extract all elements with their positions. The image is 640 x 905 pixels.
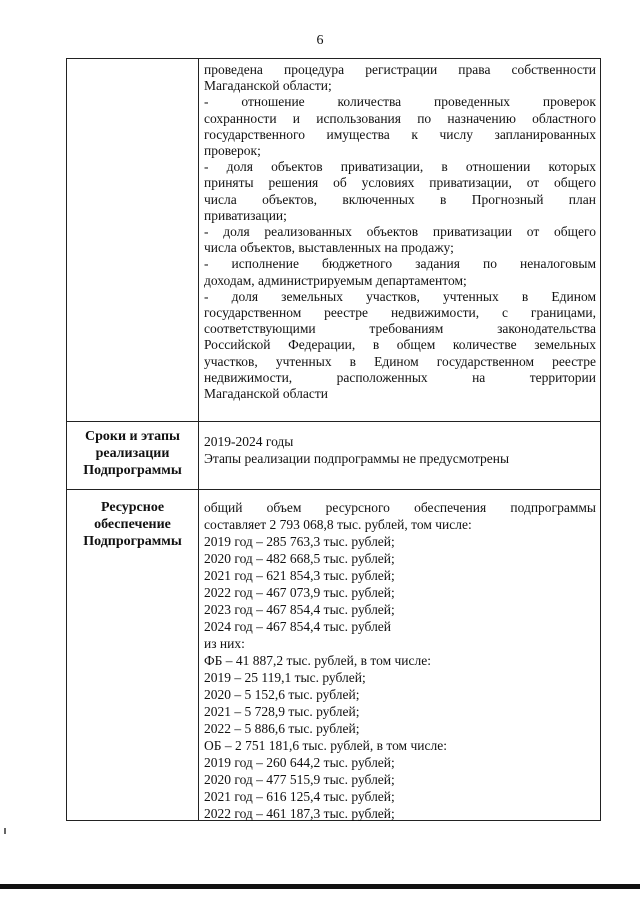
- text-line: недвижимости, расположенных на территории: [204, 369, 596, 385]
- text-line: общий объем ресурсного обеспечения подпрограммы: [204, 500, 596, 515]
- text-line: - доля реализованных объектов приватизации от общего: [204, 224, 596, 240]
- resources-heading-line: обеспечение: [94, 517, 171, 532]
- terms-cell: [204, 433, 596, 467]
- text-line: 2019 – 25 119,1 тыс. рублей;: [204, 670, 366, 685]
- text-line: 2022 – 5 886,6 тыс. рублей;: [204, 721, 360, 736]
- resources-heading-line: Ресурсное: [100, 500, 165, 515]
- terms-heading-line: Подпрограммы: [83, 463, 182, 478]
- terms-heading-line: Сроки и этапы: [84, 429, 180, 444]
- text-line: проверок;: [204, 143, 261, 159]
- text-line: - доля объектов приватизации, в отношении которых: [204, 159, 596, 175]
- text-line: - доля земельных участков, учтенных в Едином: [204, 288, 596, 304]
- text-line: ОБ – 2 751 181,6 тыс. рублей, в том числе:: [204, 738, 447, 753]
- text-line: 2021 год – 621 854,3 тыс. рублей;: [204, 568, 395, 583]
- text-line: 2024 год – 467 854,4 тыс. рублей: [204, 619, 392, 634]
- text-line: 2020 год – 482 668,5 тыс. рублей;: [204, 551, 395, 566]
- terms-heading-line: реализации: [95, 446, 170, 461]
- page-number: 6: [316, 33, 324, 48]
- text-line: - отношение количества проведенных проверок: [204, 94, 596, 110]
- row-divider: [67, 489, 600, 490]
- column-divider: [198, 59, 199, 820]
- text-line: проведена процедура регистрации права собственности: [204, 62, 596, 77]
- text-line: ФБ – 41 887,2 тыс. рублей, в том числе:: [204, 653, 432, 668]
- text-line: составляет 2 793 068,8 тыс. рублей, том числе:: [204, 517, 472, 532]
- text-line: 2022 год – 461 187,3 тыс. рублей;: [204, 806, 395, 821]
- text-line: сохранности и использования по назначению областного: [204, 110, 596, 126]
- text-line: 2022 год – 467 073,9 тыс. рублей;: [204, 585, 395, 600]
- text-line: приватизации;: [204, 207, 287, 223]
- resources-cell: [204, 499, 596, 822]
- text-line: числа объектов, включенных в Прогнозный план: [204, 191, 596, 207]
- scan-edge-rule: [0, 884, 640, 889]
- text-line: государственного имущества к числу запланированных: [204, 126, 596, 142]
- text-line: Магаданской области: [204, 386, 328, 402]
- text-line: 2021 – 5 728,9 тыс. рублей;: [204, 704, 360, 719]
- text-line: 2020 – 5 152,6 тыс. рублей;: [204, 687, 360, 702]
- text-line: участков, учтенных в Едином государственном реестре: [204, 353, 596, 369]
- text-line: Российской Федерации, в общем количестве земельных: [204, 337, 596, 353]
- text-line: соответствующими требованиям законодательства: [204, 321, 596, 337]
- scan-mark: [4, 828, 6, 834]
- text-line: приняты решения об условиях приватизации, от общего: [204, 175, 596, 191]
- row-divider: [67, 421, 600, 422]
- text-line: Магаданской области;: [204, 78, 332, 94]
- text-line: 2019 год – 285 763,3 тыс. рублей;: [204, 534, 395, 549]
- text-line: 2019 год – 260 644,2 тыс. рублей;: [204, 755, 395, 770]
- resources-heading: [67, 499, 198, 550]
- text-line: 2020 год – 477 515,9 тыс. рублей;: [204, 772, 395, 787]
- text-line: 2019-2024 годы: [204, 434, 294, 449]
- indicators-cell: [204, 62, 596, 402]
- text-line: Этапы реализации подпрограммы не предусмотрены: [204, 451, 510, 466]
- text-line: - исполнение бюджетного задания по неналоговым: [204, 256, 596, 272]
- passport-table: [66, 58, 601, 821]
- resources-heading-line: Подпрограммы: [83, 534, 182, 549]
- text-line: числа объектов, выставленных на продажу;: [204, 240, 454, 256]
- terms-heading: [67, 428, 198, 479]
- text-line: 2023 год – 467 854,4 тыс. рублей;: [204, 602, 395, 617]
- text-line: государственном реестре недвижимости, с границами,: [204, 305, 596, 321]
- text-line: из них:: [204, 636, 245, 651]
- text-line: 2021 год – 616 125,4 тыс. рублей;: [204, 789, 395, 804]
- text-line: доходам, администрируемым департаментом;: [204, 272, 467, 288]
